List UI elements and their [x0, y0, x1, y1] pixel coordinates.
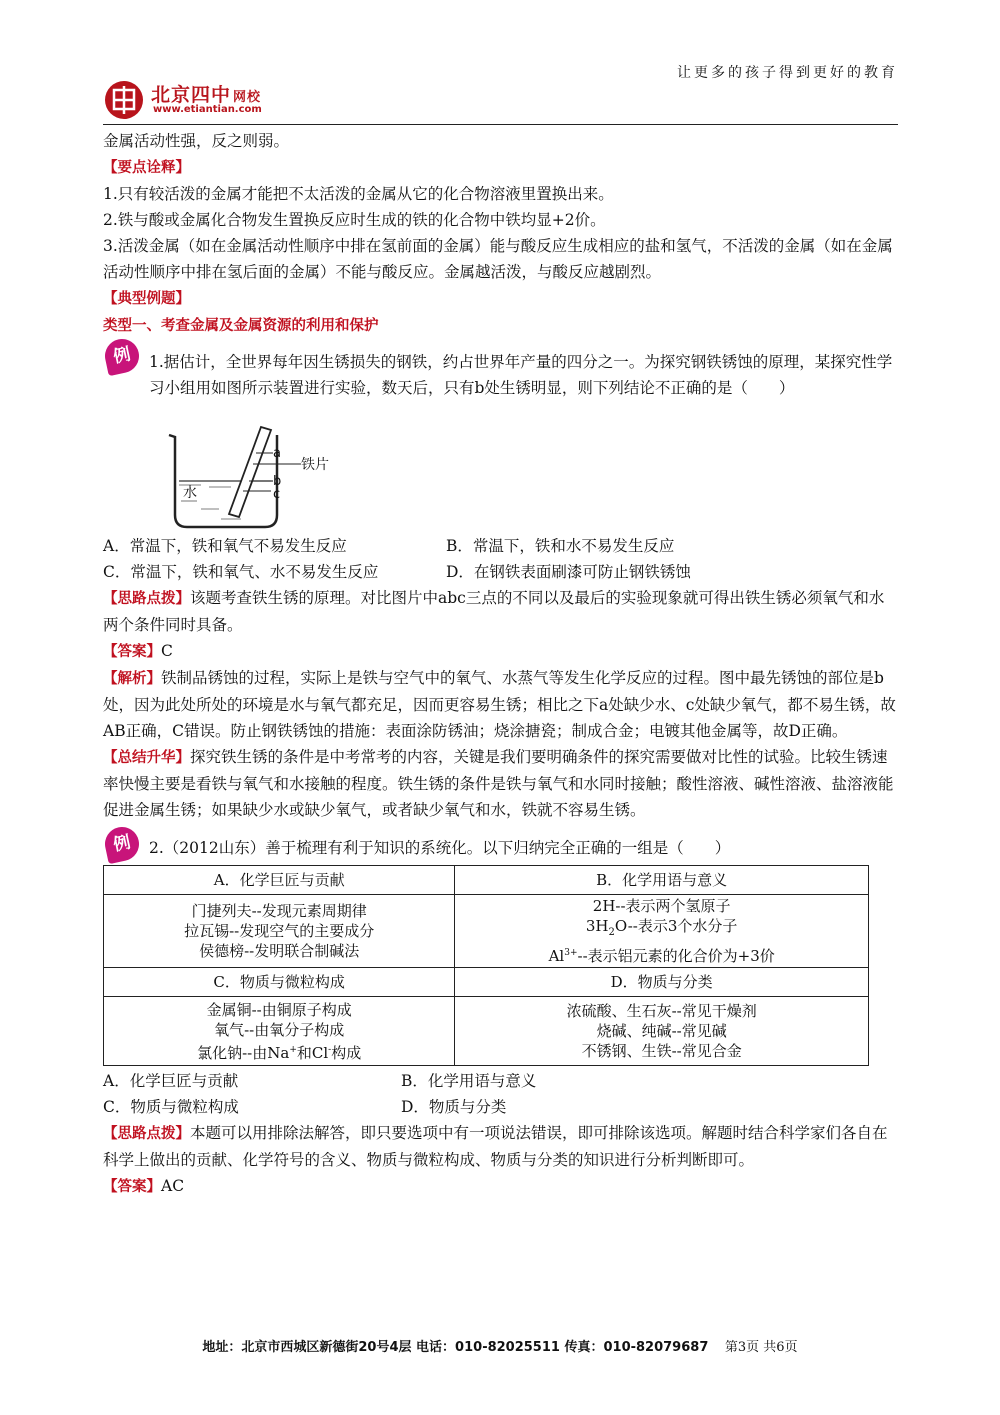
q1-analysis-text: 铁制品锈蚀的过程，实际上是铁与空气中的氧气、水蒸气等发生化学反应的过程。图中最先锈蚀的部位是b处，因为此处所处的环境是水与氧气都充足，因而更容易生锈；相比之下a处缺少水、c处缺少氧气，都不易生锈，故AB正确，C错误。防止钢铁锈蚀的措施：表面涂防锈油；烧涂搪瓷；制成合金；电镀其他金属等，故D正确。	[103, 669, 896, 740]
beaker-diagram	[161, 405, 421, 535]
examples-label: 【典型例题】	[103, 291, 190, 307]
q2-table-c-head: C．物质与微粒构成	[104, 968, 455, 997]
q2-table-a-body: 门捷列夫--发现元素周期律 拉瓦锡--发现空气的主要成分 侯德榜--发明联合制碱法	[104, 895, 455, 968]
q2-choice-d[interactable]: D．物质与分类	[401, 1098, 507, 1116]
label-c: c	[273, 487, 281, 502]
q2-answer-label: 【答案】	[103, 1179, 161, 1195]
footer-address: 地址：北京市西城区新德街20号4层 电话：010-82025511 传真：010-82079687	[202, 1340, 709, 1355]
question-1	[103, 343, 898, 401]
q1-answer-label: 【答案】	[103, 644, 161, 660]
header-divider	[103, 124, 898, 125]
q2-table	[103, 865, 869, 1066]
q1-analysis-label: 【解析】	[103, 671, 161, 687]
logo-name: 北京四中 网校	[151, 84, 262, 106]
key-point-3: 3.活泼金属（如在金属活动性顺序中排在氢前面的金属）能与酸反应生成相应的盐和氢气，不活泼的金属（如在金属活动性顺序中排在氢后面的金属）不能与酸反应。金属越活泼，与酸反应越剧烈。	[103, 237, 893, 281]
q1-summary	[103, 744, 898, 823]
q2-hint-label: 【思路点拨】	[103, 1126, 190, 1142]
logo-url: www.etiantian.com	[153, 104, 262, 115]
header-slogan: 让更多的孩子得到更好的教育	[677, 65, 898, 81]
q2-stem: 2.（2012山东）善于梳理有利于知识的系统化。以下归纳完全正确的一组是（ ）	[149, 839, 731, 857]
label-water: 水	[183, 485, 197, 501]
key-point-1: 1.只有较活泼的金属才能把不太活泼的金属从它的化合物溶液里置换出来。	[103, 185, 614, 203]
q2-answer-text: AC	[161, 1177, 185, 1195]
example-badge-icon: 例	[102, 824, 142, 864]
q1-analysis	[103, 665, 898, 744]
q1-answer-text: C	[161, 642, 173, 660]
q2-table-d-body: 浓硫酸、生石灰--常见干燥剂 烧碱、纯碱--常见碱 不锈钢、生铁--常见合金	[455, 997, 869, 1066]
q1-choices	[103, 533, 898, 585]
label-a: a	[273, 446, 281, 461]
q1-hint	[103, 585, 898, 638]
beaker-figure	[103, 401, 898, 531]
q1-choice-c[interactable]: C．常温下，铁和氧气、水不易发生反应	[103, 563, 379, 581]
q2-choice-c[interactable]: C．物质与微粒构成	[103, 1098, 239, 1116]
q2-choice-b[interactable]: B．化学用语与意义	[401, 1072, 537, 1090]
q1-stem: 1.据估计，全世界每年因生锈损失的钢铁，约占世界年产量的四分之一。为探究钢铁锈蚀的原理，某探究性学习小组用如图所示装置进行实验，数天后，只有b处生锈明显，则下列结论不正确的是（ ）	[149, 353, 893, 397]
label-b: b	[273, 474, 282, 489]
q2-table-b-head: B．化学用语与意义	[455, 866, 869, 895]
key-points-label: 【要点诠释】	[103, 160, 190, 176]
footer-page-number: 第3页 共6页	[724, 1340, 798, 1355]
q1-choice-b[interactable]: B．常温下，铁和水不易发生反应	[446, 537, 675, 555]
q2-table-d-head: D．物质与分类	[455, 968, 869, 997]
page-footer	[0, 1336, 1000, 1355]
school-logo[interactable]	[103, 78, 303, 122]
q1-hint-label: 【思路点拨】	[103, 591, 190, 607]
type1-title: 类型一、考查金属及金属资源的利用和保护	[103, 318, 379, 334]
q2-hint-text: 本题可以用排除法解答，即只要选项中有一项说法错误，即可排除该选项。解题时结合科学家们各自在科学上做出的贡献、化学符号的含义、物质与微粒构成、物质与分类的知识进行分析判断即可。	[103, 1124, 888, 1169]
q1-summary-label: 【总结升华】	[103, 750, 190, 766]
q2-choices	[103, 1068, 898, 1120]
question-2	[103, 829, 898, 861]
q2-table-a-head: A．化学巨匠与贡献	[104, 866, 455, 895]
q1-choice-a[interactable]: A．常温下，铁和氧气不易发生反应	[103, 537, 347, 555]
q1-answer	[103, 638, 898, 665]
intro-text: 金属活动性强，反之则弱。	[103, 132, 290, 150]
label-iron: 铁片	[301, 457, 329, 473]
q2-table-b-body: 2H--表示两个氢原子 $3H_2O--$表示3个水分子 $Al^{3+}--$表示铝元素的化合价为+3价	[455, 895, 869, 968]
q1-summary-text: 探究铁生锈的条件是中考常考的内容，关键是我们要明确条件的探究需要做对比性的试验。比较生锈速率快慢主要是看铁与氧气和水接触的程度。铁生锈的条件是铁与氧气和水同时接触；酸性溶液、碱性溶液、盐溶液能促进金属生锈；如果缺少水或缺少氧气，或者缺少氧气和水，铁就不容易生锈。	[103, 748, 894, 819]
q2-table-c-body: 金属铜--由铜原子构成 氧气--由氧分子构成 氯化钠--由Na+和Cl-构成	[104, 997, 455, 1066]
main-content	[103, 128, 898, 1200]
q2-answer	[103, 1173, 898, 1200]
q2-choice-a[interactable]: A．化学巨匠与贡献	[103, 1072, 239, 1090]
example-badge-icon: 例	[102, 336, 142, 376]
q2-hint	[103, 1120, 898, 1173]
logo-emblem-icon	[103, 78, 147, 122]
key-point-2: 2.铁与酸或金属化合物发生置换反应时生成的铁的化合物中铁均显+2价。	[103, 211, 606, 229]
q1-choice-d[interactable]: D．在钢铁表面刷漆可防止钢铁锈蚀	[446, 563, 691, 581]
q1-hint-text: 该题考查铁生锈的原理。对比图片中abc三点的不同以及最后的实验现象就可得出铁生锈必须氧气和水两个条件同时具备。	[103, 589, 885, 634]
